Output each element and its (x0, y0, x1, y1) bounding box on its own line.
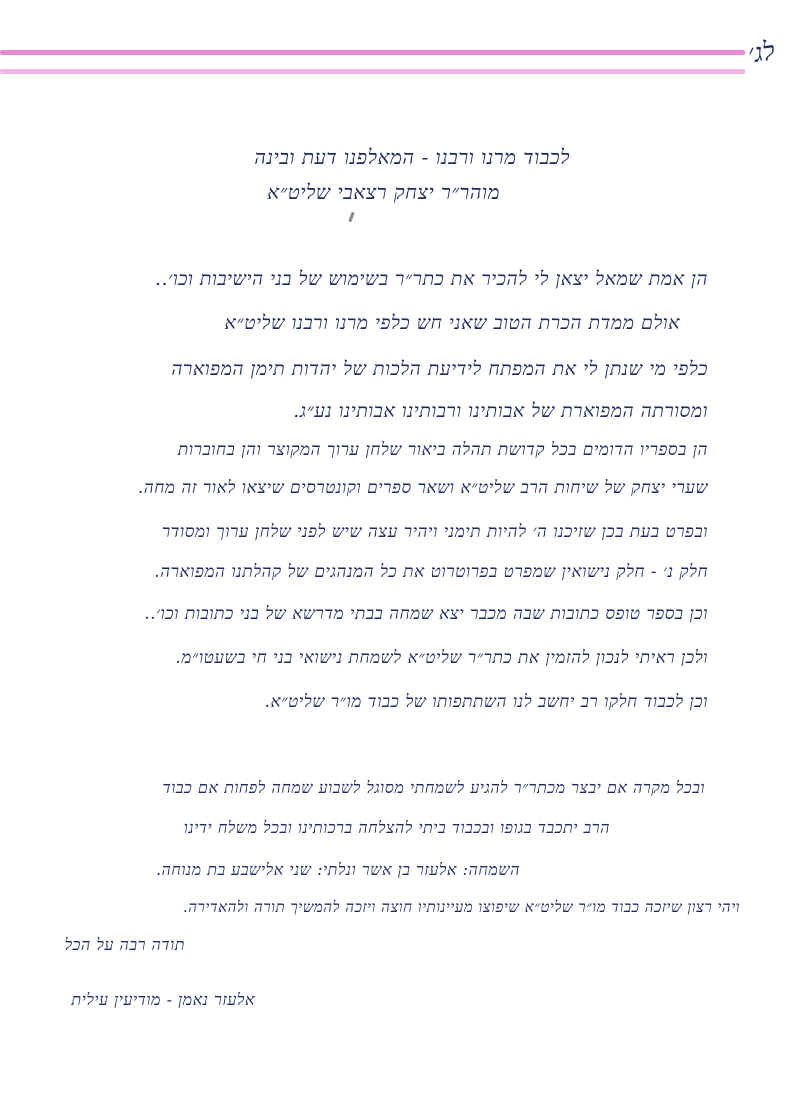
invitation-line-2: הרב יתכבד בגופו ובכבוד ביתי להצלחה ברכותינו ובכל משלח ידינו (183, 818, 610, 837)
signature: אלעזר נאמן - מודיעין עילית (71, 990, 255, 1009)
body-line-6: שערי יצחק של שיחות הרב שליט״א ושאר ספרים וקונטרסים שיצאו לאור זה מחה. (137, 478, 708, 498)
body-line-9: וכן בספר טופס כתובות שבה מכבר יצא שמחה בבתי מדרשא של בני כתובות וכו׳.. (144, 604, 708, 624)
body-line-10: ולכן ראיתי לנכון להזמין את כתר״ר שליט״א לשמחת נישואי בני חי בשעטו״מ. (175, 648, 708, 668)
body-line-11: וכן לכבוד חלקו רב יחשב לנו השתתפותו של כבוד מו״ר שליט״א. (264, 692, 708, 712)
body-line-8: חלק נ׳ - חלק נישואין שמפרט בפרוטרוט את כל המנהגים של קהלתנו המפוארה. (154, 562, 708, 582)
ink-stray-mark (348, 212, 354, 222)
invitation-line-1: ובכל מקרה אם יבצר מכתר״ר להגיע לשמחתי מסוגל לשבוע שמחה לפחות אם כבוד (162, 778, 705, 797)
body-line-1: הן אמת שמאל יצאן לי להכיר את כתר״ר בשימוש של בני הישיבות וכו׳.. (154, 268, 708, 290)
page-number: לג׳ (746, 36, 777, 70)
invitation-line-3: השמחה: אלעזר בן אשר ונלתי: שני אלישבע בת מנוחה. (155, 860, 520, 879)
invitation-line-4: ויהי רצון שיזכה כבוד מו״ר שליט״א שיפוצו מעיינותיו חוצה ויזכה להמשיך תורה ולהאדירה. (183, 898, 740, 916)
body-line-4: ומסורתה המפוארת של אבותינו ורבותינו אבותינו נע״ג. (293, 400, 708, 422)
top-pink-rule (0, 50, 745, 55)
invitation-closing: תודה רבה על הכל (64, 935, 185, 954)
second-pink-rule (0, 69, 745, 74)
body-line-5: הן בספריו הדומים בכל קדושת תהלה ביאור שלחן ערוך המקוצר והן בחוברות (177, 440, 708, 460)
salutation-line-1: לכבוד מרנו ורבנו - המאלפנו דעת ובינה (254, 145, 570, 169)
body-line-3: כלפי מי שנתן לי את המפתח לידיעת הלכות של יהדות תימן המפוארה (171, 358, 708, 380)
body-line-7: ובפרט בעת בכן שזיכנו ה׳ להיות תימני ויהיר עצה שיש לפני שלחן ערוך ומסודר (161, 522, 708, 542)
salutation-line-2: מוהר״ר יצחק רצאבי שליט״א (267, 180, 500, 204)
body-line-2: אולם ממדת הכרת הטוב שאני חש כלפי מרנו ורבנו שליט״א (224, 312, 680, 334)
